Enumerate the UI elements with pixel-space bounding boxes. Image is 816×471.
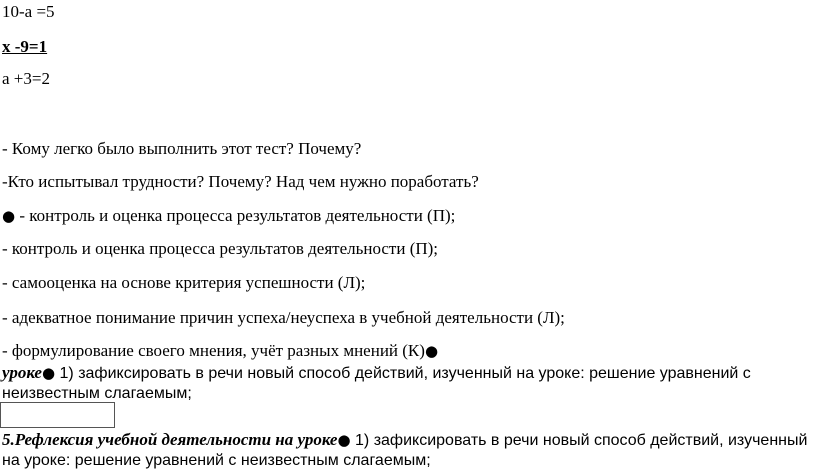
equation-line-2: х -9=1 [2, 37, 48, 56]
criterion-1 [2, 206, 455, 226]
criterion-2: - контроль и оценка процесса результатов деятельности (П); [2, 239, 439, 258]
equation-line-3: а +3=2 [2, 69, 50, 88]
question-2: -Кто испытывал трудности? Почему? Над чем нужно поработать? [2, 172, 479, 191]
bullet-icon: ● [2, 207, 16, 225]
lesson-block-2 [2, 430, 814, 471]
bullet-icon: ● [41, 364, 56, 382]
criterion-5-text: - формулирование своего мнения, учёт разных мнений (К) [2, 341, 425, 360]
question-1: - Кому легко было выполнить этот тест? Почему? [2, 139, 362, 158]
criterion-1-text: - контроль и оценка процесса результатов деятельности (П); [15, 206, 456, 225]
lesson-block-1-text: 1) зафиксировать в речи новый способ действий, изученный на уроке: решение уравнений с неизвестным слагаемым; [2, 365, 751, 402]
criterion-5 [2, 341, 438, 361]
bullet-icon: ● [424, 342, 439, 360]
lesson-block-1-heading: уроке [2, 363, 42, 382]
criterion-3: - самооценка на основе критерия успешности (Л); [2, 273, 366, 292]
lesson-block-1 [2, 363, 814, 404]
empty-frame [0, 402, 115, 428]
equation-line-1: 10-а =5 [2, 2, 55, 21]
reflection-heading: 5.Рефлексия учебной деятельности на уроке [2, 430, 338, 449]
criterion-4: - адекватное понимание причин успеха/неуспеха в учебной деятельности (Л); [2, 308, 565, 327]
reflection-text: 1) зафиксировать в речи новый способ действий, изученный на уроке: решение уравнений с неизвестным слагаемым; [2, 432, 808, 469]
bullet-icon: ● [337, 431, 351, 449]
